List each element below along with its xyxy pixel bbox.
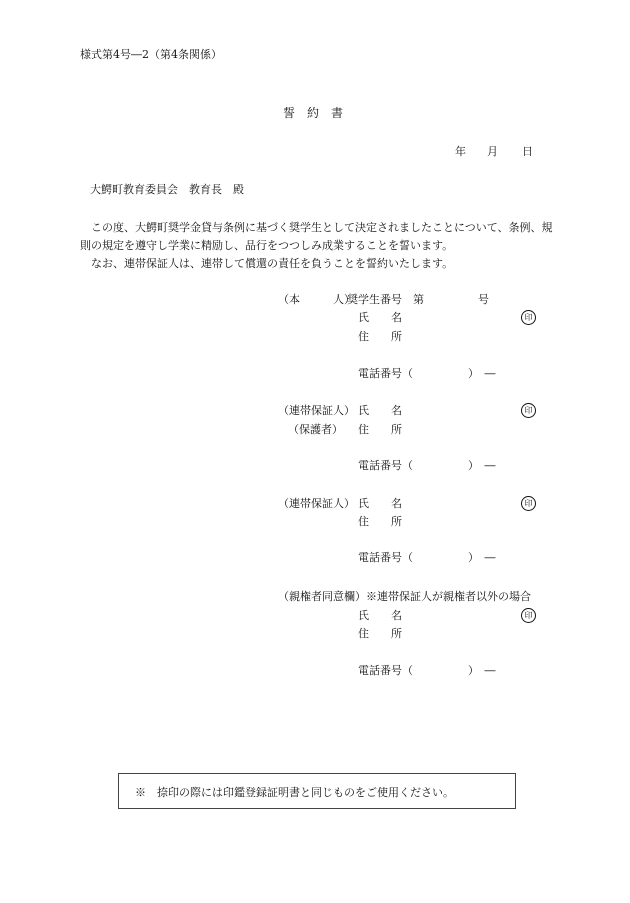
parental-consent-label: （親権者同意欄）※連帯保証人が親権者以外の場合: [278, 590, 531, 603]
document-title: 誓 約 書: [283, 106, 344, 120]
guarantor1-label: （連帯保証人）: [278, 404, 355, 417]
seal-mark: 印: [521, 310, 536, 325]
guarantor2-phone-label: 電話番号（ ） ―: [358, 551, 496, 564]
parental-name-label: 氏 名: [358, 609, 402, 622]
date-year-label: 年: [455, 145, 466, 158]
student-number-suffix: 号: [478, 293, 489, 306]
principal-label: （本 人）: [278, 293, 355, 306]
guarantor2-label: （連帯保証人）: [278, 497, 355, 510]
parental-address-label: 住 所: [358, 627, 402, 640]
date-day-label: 日: [522, 145, 533, 158]
principal-phone-label: 電話番号（ ） ―: [358, 367, 496, 380]
guarantor2-name-label: 氏 名: [358, 497, 402, 510]
guarantor1-phone-label: 電話番号（ ） ―: [358, 459, 496, 472]
parental-phone-label: 電話番号（ ） ―: [358, 664, 496, 677]
pledge-paragraph: この度、大鰐町奨学金貸与条例に基づく奨学生として決定されましたことについて、条例、規則の規定を遵守し学業に精励し、品行をつつしみ成業することを誓います。: [80, 221, 553, 252]
principal-address-label: 住 所: [358, 330, 402, 343]
form-number: 様式第4号―2（第4条関係）: [80, 48, 222, 61]
guarantor1-sublabel: （保護者）: [288, 423, 343, 436]
guarantor2-address-label: 住 所: [358, 515, 402, 528]
guarantor1-name-label: 氏 名: [358, 404, 402, 417]
addressee: 大鰐町教育委員会 教育長 殿: [90, 183, 244, 196]
date-month-label: 月: [487, 145, 498, 158]
seal-note-box: [118, 773, 516, 809]
seal-mark: 印: [521, 496, 536, 511]
principal-name-label: 氏 名: [358, 311, 402, 324]
guarantor1-address-label: 住 所: [358, 423, 402, 436]
seal-note-text: ※ 捺印の際には印鑑登録証明書と同じものをご使用ください。: [135, 786, 454, 799]
guarantor-paragraph: なお、連帯保証人は、連帯して償還の責任を負うことを誓約いたします。: [91, 257, 454, 270]
student-number-label: 奨学生番号 第: [347, 293, 424, 306]
seal-mark: 印: [521, 608, 536, 623]
seal-mark: 印: [521, 403, 536, 418]
